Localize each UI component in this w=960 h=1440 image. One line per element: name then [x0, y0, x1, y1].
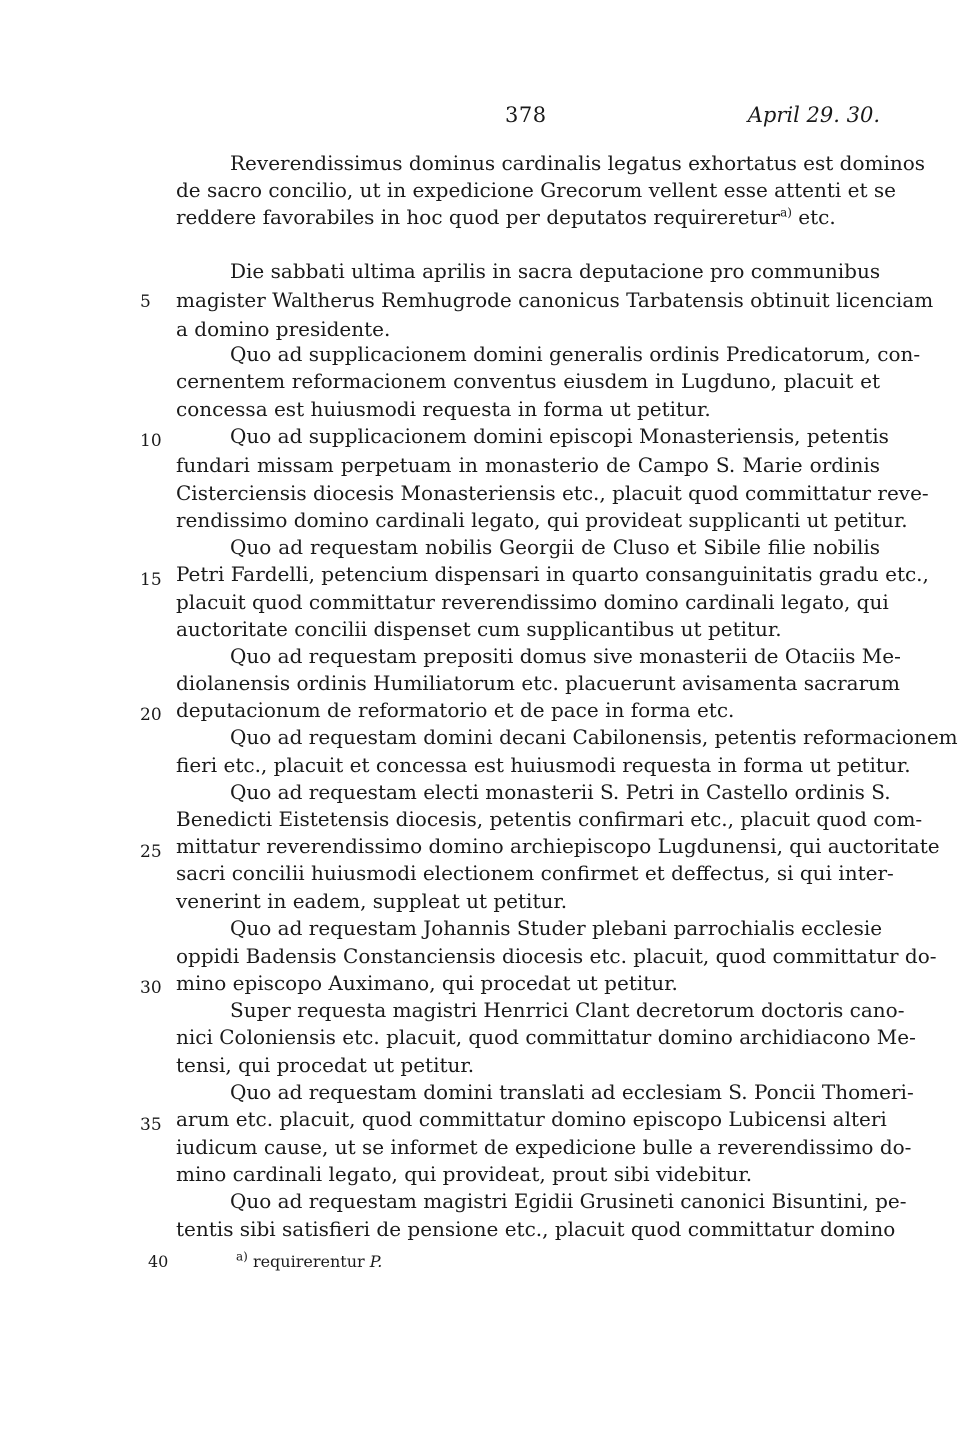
text-line: magister Waltherus Remhugrode canonicus Tarbatensis obtinuit licenciam: [176, 288, 934, 312]
text-line-body: reddere favorabiles in hoc quod per deputatos requireretur: [176, 205, 781, 229]
line-number: 40: [148, 1252, 169, 1271]
text-line: Reverendissimus dominus cardinalis legatus exhortatus est dominos: [230, 151, 926, 175]
text-line: fundari missam perpetuam in monasterio de Campo S. Marie ordinis: [176, 453, 880, 477]
text-line: Quo ad requestam nobilis Georgii de Cluso et Sibile filie nobilis: [230, 535, 880, 559]
text-line: cernentem reformacionem conventus eiusdem in Lugduno, placuit et: [176, 369, 880, 393]
text-line: Quo ad supplicacionem domini generalis ordinis Predicatorum, con-: [230, 342, 921, 366]
text-line: Quo ad requestam domini decani Cabilonensis, petentis reformacionem: [230, 725, 958, 749]
text-line-tail: etc.: [791, 205, 836, 229]
text-line: Quo ad requestam electi monasterii S. Petri in Castello ordinis S.: [230, 780, 891, 804]
running-head-date: April 29. 30.: [747, 103, 880, 127]
text-line: fieri etc., placuit et concessa est huiusmodi requesta in forma ut petitur.: [176, 753, 911, 777]
text-line: mino cardinali legato, qui provideat, prout sibi videbitur.: [176, 1162, 753, 1186]
line-number: 10: [140, 431, 162, 451]
text-line: arum etc. placuit, quod committatur domino episcopo Lubicensi alteri: [176, 1107, 887, 1131]
footnote-siglum: P.: [369, 1252, 383, 1271]
text-line: iudicum cause, ut se informet de expedicione bulle a reverendissimo do-: [176, 1135, 912, 1159]
text-line: Quo ad requestam Johannis Studer plebani parrochialis ecclesie: [230, 916, 883, 940]
text-line: placuit quod committatur reverendissimo domino cardinali legato, qui: [176, 590, 889, 614]
text-line: mittatur reverendissimo domino archiepiscopo Lugdunensi, qui auctoritate: [176, 834, 940, 858]
text-line: Quo ad requestam prepositi domus sive monasterii de Otaciis Me-: [230, 644, 901, 668]
footnote: [236, 1251, 382, 1273]
text-line: Benedicti Eistetensis diocesis, petentis confirmari etc., placuit quod com-: [176, 807, 923, 831]
text-line: Petri Fardelli, petencium dispensari in quarto consanguinitatis gradu etc.,: [176, 562, 929, 586]
text-line: nici Coloniensis etc. placuit, quod committatur domino archidiacono Me-: [176, 1025, 916, 1049]
text-line: sacri concilii huiusmodi electionem confirmet et deffectus, si qui inter-: [176, 861, 894, 885]
text-line: deputacionum de reformatorio et de pace in forma etc.: [176, 698, 735, 722]
line-number: 25: [140, 842, 162, 862]
line-number: 20: [140, 705, 162, 725]
text-line: tensi, qui procedat ut petitur.: [176, 1053, 475, 1077]
line-number: 5: [140, 292, 151, 312]
text-line: de sacro concilio, ut in expedicione Grecorum vellent esse attenti et se: [176, 178, 896, 202]
text-line: diolanensis ordinis Humiliatorum etc. placuerunt avisamenta sacrarum: [176, 671, 901, 695]
text-line: [176, 204, 880, 230]
text-line: a domino presidente.: [176, 317, 391, 341]
text-line: Cisterciensis diocesis Monasteriensis etc., placuit quod committatur reve-: [176, 481, 929, 505]
text-line: concessa est huiusmodi requesta in forma ut petitur.: [176, 397, 711, 421]
footnote-marker: a): [236, 1249, 248, 1264]
text-line: auctoritate concilii dispenset cum supplicantibus ut petitur.: [176, 617, 782, 641]
text-line: rendissimo domino cardinali legato, qui provideat supplicanti ut petitur.: [176, 508, 908, 532]
text-line: Die sabbati ultima aprilis in sacra deputacione pro communibus: [230, 259, 881, 283]
text-line: venerint in eadem, suppleat ut petitur.: [176, 889, 568, 913]
line-number: 35: [140, 1115, 162, 1135]
text-line: tentis sibi satisfieri de pensione etc., placuit quod committatur domino: [176, 1217, 896, 1241]
line-number: 30: [140, 978, 162, 998]
text-line: Quo ad supplicacionem domini episcopi Monasteriensis, petentis: [230, 424, 889, 448]
text-line: oppidi Badensis Constanciensis diocesis etc. placuit, quod committatur do-: [176, 944, 937, 968]
text-line: Super requesta magistri Henrrici Clant decretorum doctoris cano-: [230, 998, 905, 1022]
line-number: 15: [140, 570, 162, 590]
text-line: Quo ad requestam domini translati ad ecclesiam S. Poncii Thomeri-: [230, 1080, 914, 1104]
page-number: 378: [505, 103, 547, 127]
footnote-text: requirerentur: [252, 1252, 365, 1271]
footnote-reference: a): [780, 205, 792, 220]
text-line: Quo ad requestam magistri Egidii Grusineti canonici Bisuntini, pe-: [230, 1189, 907, 1213]
text-line: mino episcopo Auximano, qui procedat ut petitur.: [176, 971, 678, 995]
